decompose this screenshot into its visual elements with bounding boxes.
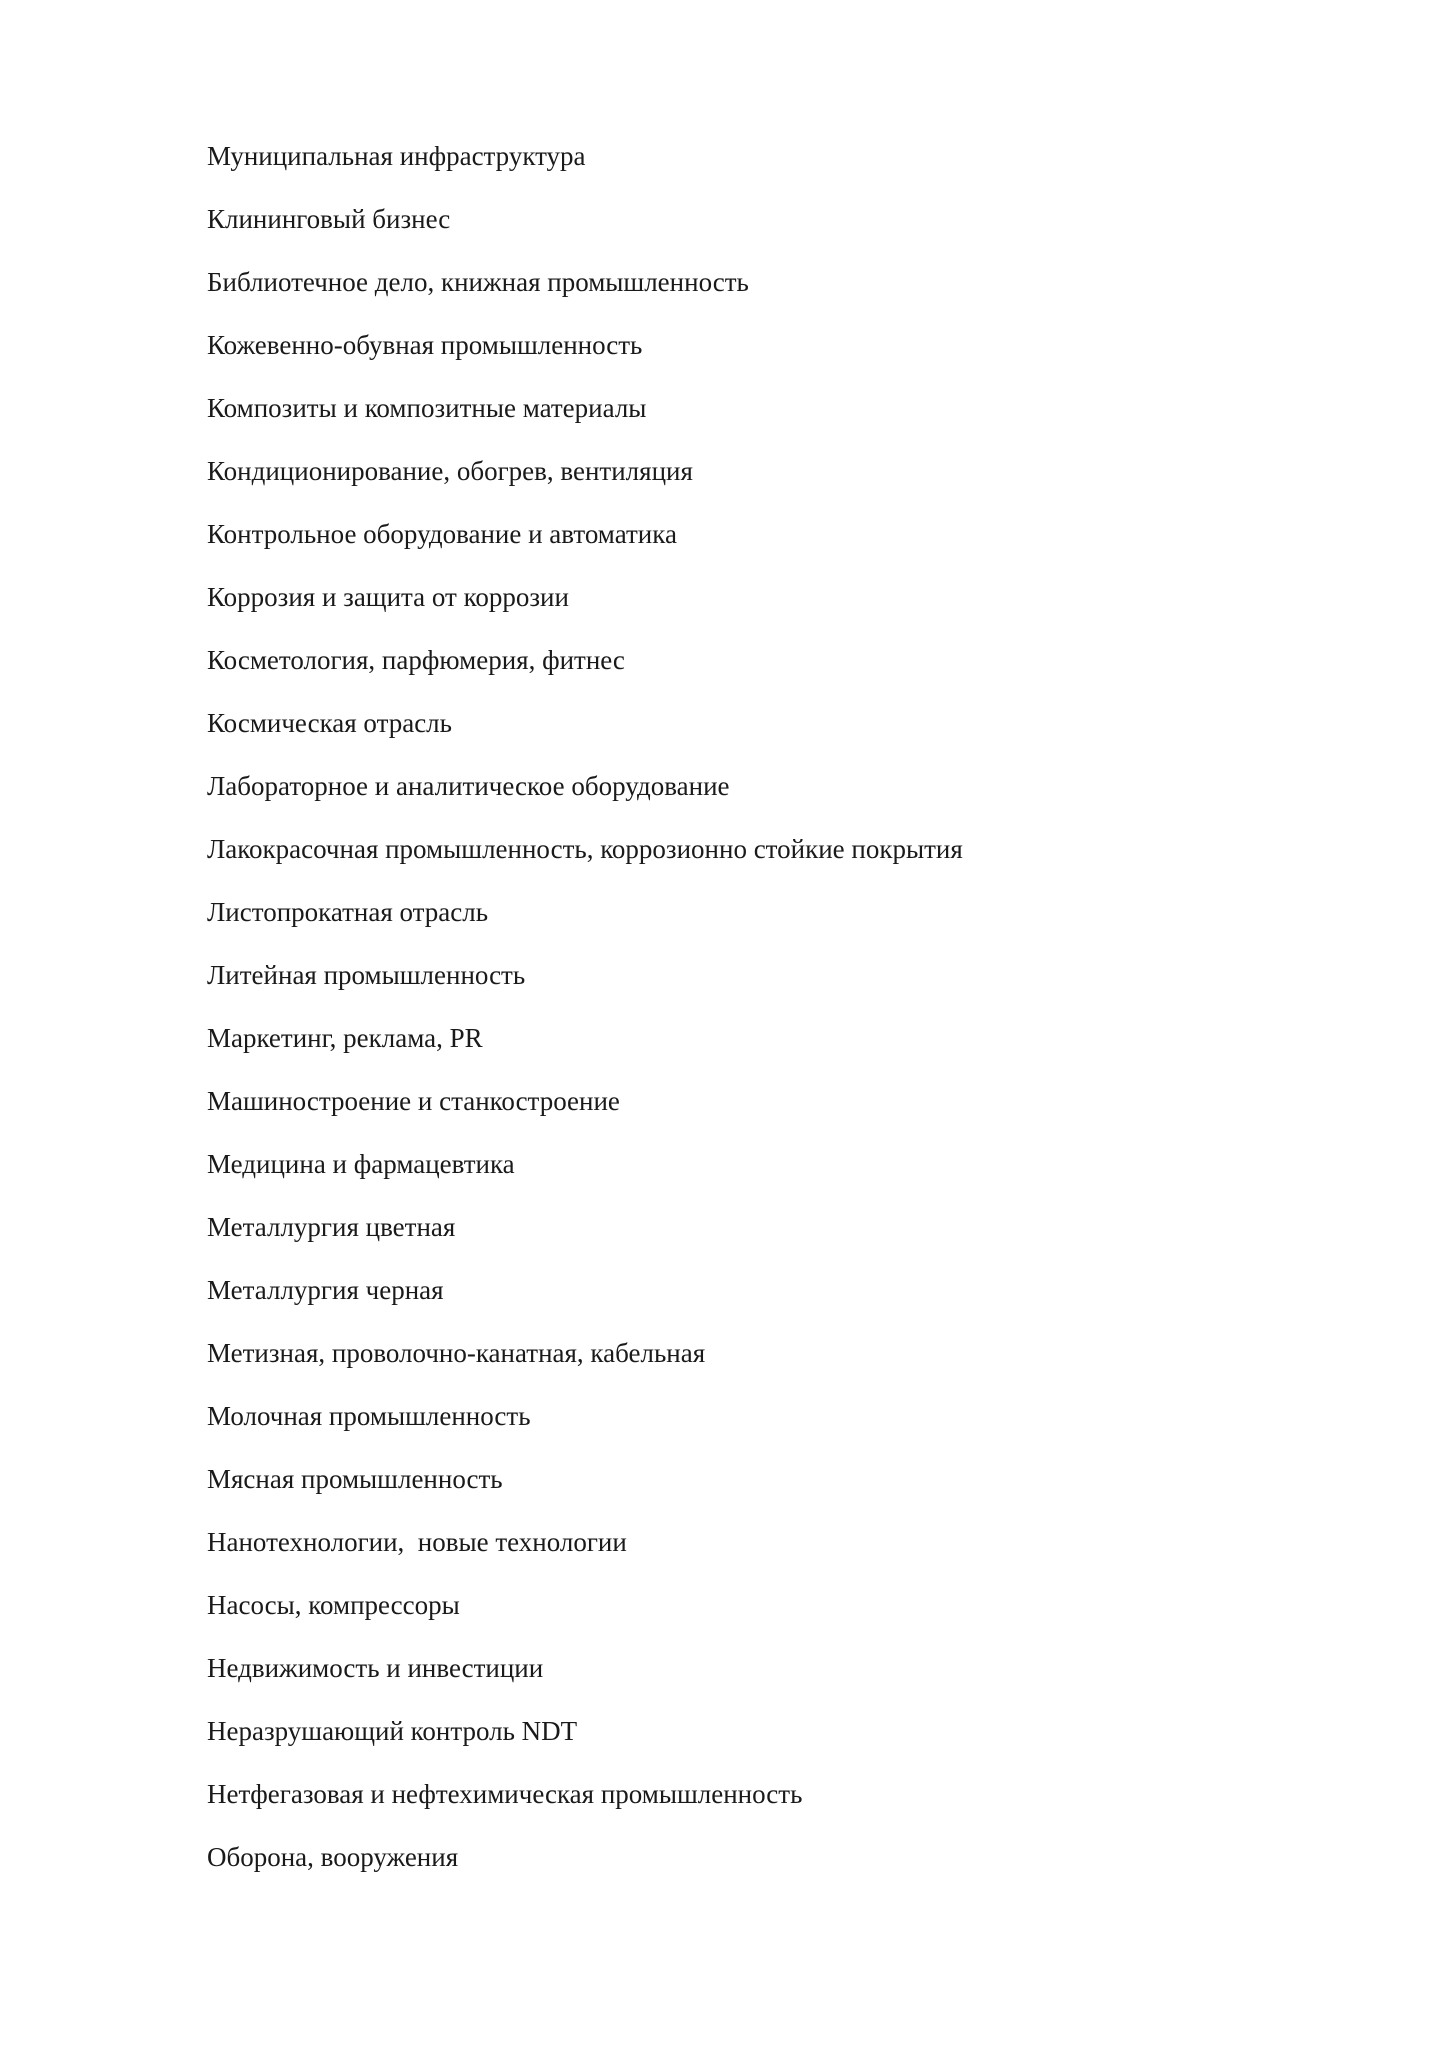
industry-list (207, 138, 963, 1902)
list-item: Композиты и композитные материалы (207, 393, 647, 423)
list-item: Нанотехнологии, новые технологии (207, 1527, 627, 1557)
list-item: Листопрокатная отрасль (207, 897, 489, 927)
list-item: Нетфегазовая и нефтехимическая промышленность (207, 1779, 803, 1809)
list-item: Машиностроение и станкостроение (207, 1086, 620, 1116)
list-item: Муниципальная инфраструктура (207, 141, 586, 171)
list-item: Молочная промышленность (207, 1401, 531, 1431)
list-item: Контрольное оборудование и автоматика (207, 519, 677, 549)
list-item: Космическая отрасль (207, 708, 452, 738)
list-item: Неразрушающий контроль NDT (207, 1716, 578, 1746)
list-item: Библиотечное дело, книжная промышленность (207, 267, 749, 297)
list-item: Оборона, вооружения (207, 1842, 459, 1872)
list-item: Насосы, компрессоры (207, 1590, 460, 1620)
list-item: Металлургия черная (207, 1275, 444, 1305)
list-item: Литейная промышленность (207, 960, 526, 990)
list-item: Косметология, парфюмерия, фитнес (207, 645, 625, 675)
list-item: Метизная, проволочно-канатная, кабельная (207, 1338, 706, 1368)
list-item: Лакокрасочная промышленность, коррозионно стойкие покрытия (207, 834, 963, 864)
list-item: Коррозия и защита от коррозии (207, 582, 569, 612)
list-item: Маркетинг, реклама, PR (207, 1023, 483, 1053)
list-item: Металлургия цветная (207, 1212, 456, 1242)
list-item: Лабораторное и аналитическое оборудование (207, 771, 730, 801)
list-item: Кожевенно-обувная промышленность (207, 330, 643, 360)
list-item: Клининговый бизнес (207, 204, 451, 234)
list-item: Кондиционирование, обогрев, вентиляция (207, 456, 693, 486)
list-item: Недвижимость и инвестиции (207, 1653, 544, 1683)
list-item: Мясная промышленность (207, 1464, 503, 1494)
list-item: Медицина и фармацевтика (207, 1149, 515, 1179)
